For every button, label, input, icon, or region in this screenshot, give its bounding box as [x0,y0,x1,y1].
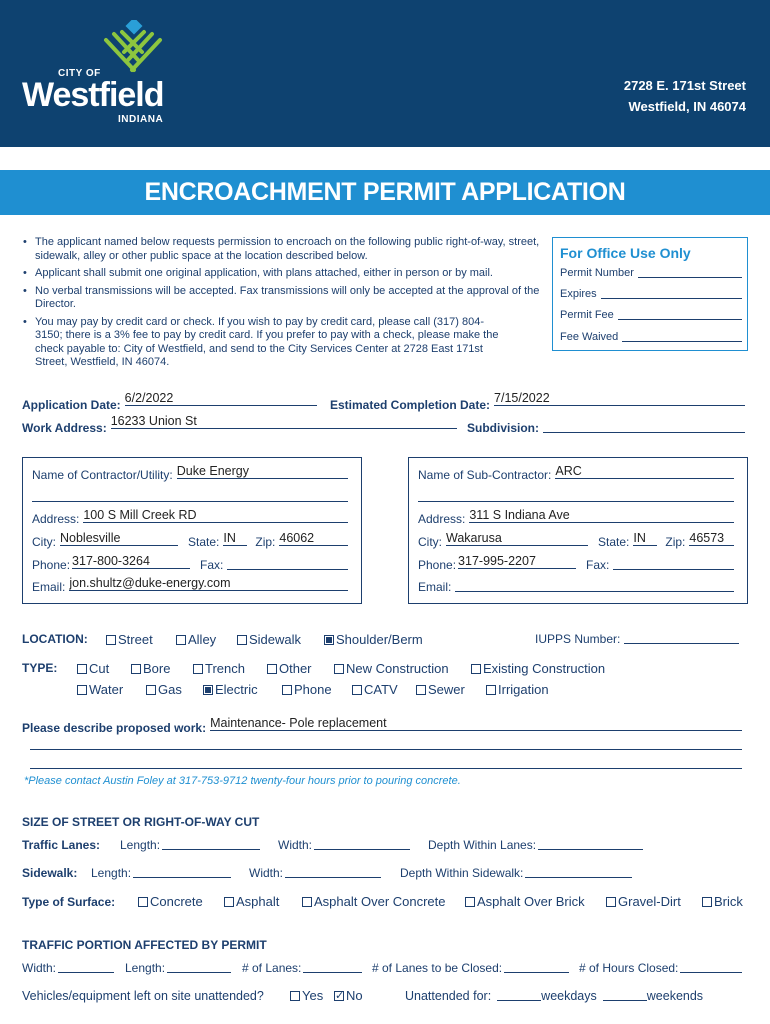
type-other-label: Other [279,661,312,676]
proposed-work-line-2[interactable] [30,738,742,750]
type-bore[interactable] [131,661,170,676]
checkbox-icon[interactable] [282,685,292,695]
office-use-box [552,237,748,351]
contractor-zip-field[interactable]: 46062 [279,531,348,546]
checkbox-checked-icon[interactable] [324,635,334,645]
checkbox-icon[interactable] [77,685,87,695]
surface-asphalt-label: Asphalt [236,894,280,909]
unattended-no[interactable] [334,988,363,1003]
permit-fee-label: Permit Fee [560,309,614,321]
type-phone[interactable] [282,682,332,697]
subcontractor-zip-field[interactable]: 46573 [689,531,734,546]
contractor-city-label: City: [32,535,56,549]
contractor-address-label: Address: [32,512,80,526]
contractor-city-field[interactable]: Noblesville [60,531,178,546]
address-line2: Westfield, IN 46074 [628,99,746,114]
surface-asphalt-over-concrete[interactable] [302,894,446,909]
instruction-item: • Applicant shall submit one original application, with plans attached, either in person or by mail. [22,267,550,281]
hours-closed-label: # of Hours Closed: [579,961,679,975]
checkbox-icon[interactable] [176,635,186,645]
num-lanes-label: # of Lanes: [242,961,302,975]
subcontractor-state-label: State: [598,535,630,549]
type-existing-construction-label: Existing Construction [483,661,606,676]
num-lanes-field[interactable] [303,961,362,973]
location-alley[interactable] [176,632,216,647]
size-section-title: SIZE OF STREET OR RIGHT-OF-WAY CUT [22,815,260,829]
type-irrigation[interactable] [486,682,549,697]
application-date-label: Application Date: [22,398,121,412]
checkbox-icon[interactable] [416,685,426,695]
checkbox-icon[interactable] [702,897,712,907]
traffic-width-label: Width: [278,838,313,852]
work-address-field[interactable]: 16233 Union St [111,414,457,429]
traffic-portion-width-label: Width: [22,961,57,975]
type-gas-label: Gas [158,682,182,697]
expires-field[interactable] [601,288,742,299]
permit-fee-field[interactable] [618,309,742,320]
type-sewer-label: Sewer [428,682,465,697]
type-water-label: Water [89,682,124,697]
unattended-weekdays-field[interactable] [497,989,541,1001]
subdivision-label: Subdivision: [467,421,539,435]
location-sidewalk-label: Sidewalk [249,632,302,647]
subcontractor-city-label: City: [418,535,442,549]
subcontractor-email-label: Email: [418,580,452,594]
office-title: For Office Use Only [560,245,691,261]
traffic-portion-length-field[interactable] [167,961,231,973]
completion-date-label: Estimated Completion Date: [330,398,491,412]
subcontractor-address-field[interactable]: 311 S Indiana Ave [469,508,734,523]
checkbox-icon[interactable] [334,664,344,674]
traffic-portion-length-label: Length: [125,961,166,975]
contractor-blank-line[interactable] [32,490,348,502]
instruction-item: • The applicant named below requests permission to encroach on the following public right-of-way, street, sidewalk, alley or other public space at the location described below. [22,236,550,263]
proposed-work-line-3[interactable] [30,757,742,769]
page-title: ENCROACHMENT PERMIT APPLICATION [144,178,626,206]
type-electric-label: Electric [215,682,258,697]
surface-asphalt[interactable] [224,894,279,909]
contractor-address-field[interactable]: 100 S Mill Creek RD [83,508,348,523]
surface-asphalt-over-concrete-label: Asphalt Over Concrete [314,894,446,909]
instruction-item: • You may pay by credit card or check. If you wish to pay by credit card, please call (317) 804-3150; there is a 3% fee to pay by credit card. If you prefer to pay with a check, please make the check payable to: City of Westfield, and send to the City Services Center at 2728 East 171st Street, Westfield, IN 46074. [22,316,550,370]
checkbox-icon[interactable] [352,685,362,695]
contractor-fax-label: Fax: [200,558,224,572]
type-catv[interactable] [352,682,398,697]
type-existing-construction[interactable] [471,661,605,676]
traffic-section-title: TRAFFIC PORTION AFFECTED BY PERMIT [22,938,267,952]
subcontractor-name-label: Name of Sub-Contractor: [418,468,552,482]
contractor-name-field[interactable]: Duke Energy [177,464,348,479]
subcontractor-email-field[interactable] [455,580,734,592]
fee-waived-field[interactable] [622,331,742,342]
proposed-work-label: Please describe proposed work: [22,721,207,735]
address-line1: 2728 E. 171st Street [623,78,746,93]
subdivision-field[interactable] [543,421,745,433]
type-label: TYPE: [22,661,58,675]
location-alley-label: Alley [188,632,217,647]
depth-lanes-field[interactable] [538,838,643,850]
work-address-label: Work Address: [22,421,107,435]
type-new-construction[interactable] [334,661,449,676]
checkbox-icon[interactable] [224,897,234,907]
sidewalk-label: Sidewalk: [22,866,78,880]
subcontractor-phone-field[interactable]: 317-995-2207 [458,554,576,569]
surface-concrete[interactable] [138,894,203,909]
type-sewer[interactable] [416,682,465,697]
type-new-construction-label: New Construction [346,661,449,676]
traffic-lanes-label: Traffic Lanes: [22,838,101,852]
checkbox-checked-icon[interactable] [203,685,213,695]
contractor-name-label: Name of Contractor/Utility: [32,468,173,482]
location-shoulder-berm[interactable] [324,632,423,647]
checkbox-icon[interactable] [465,897,475,907]
header-banner [0,0,770,147]
surface-concrete-label: Concrete [150,894,203,909]
lanes-closed-field[interactable] [504,961,569,973]
hours-closed-field[interactable] [680,961,742,973]
surface-asphalt-over-brick-label: Asphalt Over Brick [477,894,585,909]
checkbox-icon[interactable] [606,897,616,907]
completion-date-field[interactable]: 7/15/2022 [494,391,745,406]
checkbox-icon[interactable] [131,664,141,674]
checkbox-icon[interactable] [77,664,87,674]
surface-type-label: Type of Surface: [22,895,116,909]
subcontractor-address-label: Address: [418,512,466,526]
title-band [0,170,770,215]
logo-city-of: CITY OF [58,68,101,79]
proposed-work-field[interactable]: Maintenance- Pole replacement [210,716,742,731]
subcontractor-zip-label: Zip: [665,535,686,549]
fee-waived-label: Fee Waived [560,331,619,343]
type-irrigation-label: Irrigation [498,682,549,697]
leaf-icon [102,20,164,78]
surface-gravel-dirt-label: Gravel-Dirt [618,894,681,909]
surface-brick-label: Brick [714,894,743,909]
surface-asphalt-over-brick[interactable] [465,894,585,909]
weekends-label: weekends [646,989,704,1003]
contractor-state-field[interactable]: IN [223,531,247,546]
lanes-closed-label: # of Lanes to be Closed: [372,961,503,975]
traffic-length-label: Length: [120,838,161,852]
type-cut-label: Cut [89,661,110,676]
checkbox-icon[interactable] [290,991,300,1001]
traffic-length-field[interactable] [162,838,260,850]
instruction-item: • No verbal transmissions will be accepted. Fax transmissions will only be accepted at the approval of the Director. [22,285,550,312]
traffic-portion-width-field[interactable] [58,961,114,973]
sidewalk-length-label: Length: [91,866,132,880]
type-trench[interactable] [193,661,245,676]
type-electric[interactable] [203,682,258,697]
subcontractor-city-field[interactable]: Wakarusa [446,531,588,546]
type-trench-label: Trench [205,661,245,676]
location-street[interactable] [106,632,153,647]
subcontractor-box [408,457,748,604]
type-phone-label: Phone [294,682,332,697]
checkbox-icon[interactable] [486,685,496,695]
checkbox-icon[interactable] [302,897,312,907]
subcontractor-phone-label: Phone: [418,558,457,572]
location-street-label: Street [118,632,153,647]
type-other[interactable] [267,661,312,676]
subcontractor-state-field[interactable]: IN [633,531,657,546]
type-water[interactable] [77,682,123,697]
subcontractor-name-field[interactable]: ARC [555,464,734,479]
location-label: LOCATION: [22,632,88,646]
contractor-zip-label: Zip: [255,535,276,549]
sidewalk-width-field[interactable] [285,866,381,878]
expires-label: Expires [560,288,597,300]
checkbox-icon[interactable] [106,635,116,645]
application-date-field[interactable]: 6/2/2022 [125,391,317,406]
traffic-width-field[interactable] [314,838,410,850]
location-sidewalk[interactable] [237,632,301,647]
iupps-label: IUPPS Number: [535,632,621,646]
unattended-for-label: Unattended for: [405,989,492,1003]
unattended-yes-label: Yes [302,988,324,1003]
checkbox-icon[interactable] [138,897,148,907]
unattended-yes[interactable] [290,988,323,1003]
depth-sidewalk-label: Depth Within Sidewalk: [400,866,524,880]
checkbox-icon[interactable] [146,685,156,695]
subcontractor-fax-label: Fax: [586,558,610,572]
location-shoulder-berm-label: Shoulder/Berm [336,632,423,647]
unattended-no-label: No [346,988,363,1003]
type-gas[interactable] [146,682,182,697]
iupps-field[interactable] [624,632,739,644]
type-cut[interactable] [77,661,109,676]
permit-number-label: Permit Number [560,267,634,279]
checkmark-icon[interactable] [334,991,344,1001]
contractor-fax-field[interactable] [227,558,348,570]
depth-lanes-label: Depth Within Lanes: [428,838,537,852]
depth-sidewalk-field[interactable] [525,866,632,878]
subcontractor-blank-line[interactable] [418,490,734,502]
contractor-state-label: State: [188,535,220,549]
checkbox-icon[interactable] [193,664,203,674]
type-catv-label: CATV [364,682,398,697]
contractor-phone-label: Phone: [32,558,71,572]
contractor-email-field[interactable]: jon.shultz@duke-energy.com [69,576,348,591]
instructions-list [22,236,550,374]
unattended-question: Vehicles/equipment left on site unattended? [22,989,264,1003]
weekdays-label: weekdays [541,989,597,1003]
concrete-note: *Please contact Austin Foley at 317-753-9712 twenty-four hours prior to pouring concrete. [24,775,461,787]
permit-number-field[interactable] [638,267,742,278]
contractor-email-label: Email: [32,580,66,594]
city-logo [20,20,190,130]
checkbox-icon[interactable] [237,635,247,645]
unattended-weekends-field[interactable] [603,989,647,1001]
logo-state: INDIANA [118,114,164,125]
surface-gravel-dirt[interactable] [606,894,681,909]
sidewalk-length-field[interactable] [133,866,231,878]
contractor-phone-field[interactable]: 317-800-3264 [72,554,190,569]
type-bore-label: Bore [143,661,171,676]
contractor-box [22,457,362,604]
logo-name: Westfield [22,76,164,114]
checkbox-icon[interactable] [471,664,481,674]
surface-brick[interactable] [702,894,743,909]
checkbox-icon[interactable] [267,664,277,674]
sidewalk-width-label: Width: [249,866,284,880]
subcontractor-fax-field[interactable] [613,558,734,570]
